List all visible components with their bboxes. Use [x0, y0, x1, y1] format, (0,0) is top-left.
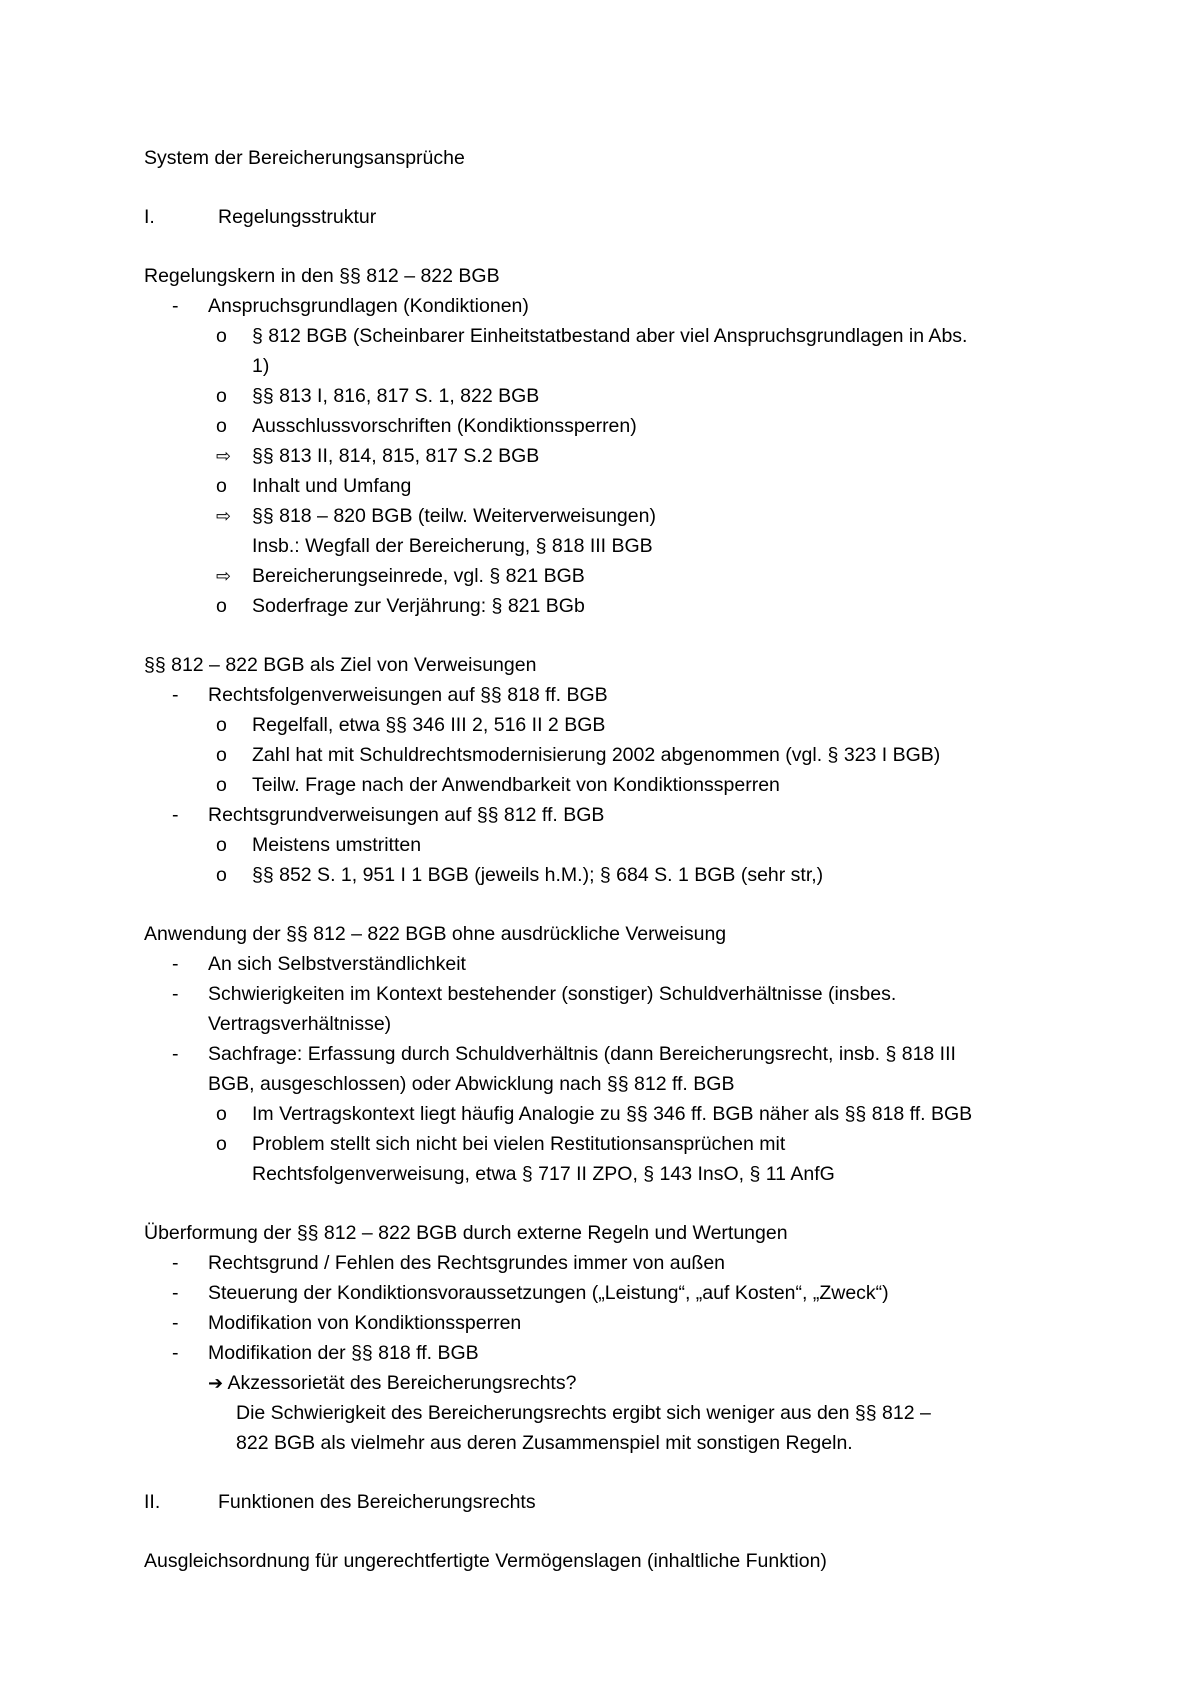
list-item: ⇨ Bereicherungseinrede, vgl. § 821 BGB: [144, 561, 1084, 591]
list-item-continuation: Vertragsverhältnisse): [208, 1013, 392, 1035]
section-heading-2: [144, 1487, 1084, 1517]
dash-bullet-icon: -: [172, 295, 179, 317]
section-title: Funktionen des Bereicherungsrechts: [218, 1491, 536, 1513]
list-item: o Teilw. Frage nach der Anwendbarkeit von Kondiktionssperren: [144, 770, 1084, 800]
list-item: o § 812 BGB (Scheinbarer Einheitstatbestand aber viel Anspruchsgrundlagen in Abs.: [144, 321, 1084, 351]
circle-bullet-icon: o: [216, 1103, 227, 1125]
section-number: I.: [144, 206, 155, 228]
circle-bullet-icon: o: [216, 744, 227, 766]
circle-bullet-icon: o: [216, 475, 227, 497]
list-item: - Rechtsgrund / Fehlen des Rechtsgrundes immer von außen: [144, 1248, 1084, 1278]
dash-bullet-icon: -: [172, 684, 179, 706]
hollow-arrow-icon: ⇨: [216, 446, 232, 466]
circle-bullet-icon: o: [216, 595, 227, 617]
solid-arrow-icon: ➔: [208, 1373, 224, 1393]
list-item: o Zahl hat mit Schuldrechtsmodernisierung 2002 abgenommen (vgl. § 323 I BGB): [144, 740, 1084, 770]
list-item: o Regelfall, etwa §§ 346 III 2, 516 II 2 BGB: [144, 710, 1084, 740]
list-item: - An sich Selbstverständlichkeit: [144, 949, 1084, 979]
circle-bullet-icon: o: [216, 1133, 227, 1155]
list-item: o §§ 813 I, 816, 817 S. 1, 822 BGB: [144, 381, 1084, 411]
circle-bullet-icon: o: [216, 774, 227, 796]
list-item: - Steuerung der Kondiktionsvoraussetzungen („Leistung“, „auf Kosten“, „Zweck“): [144, 1278, 1084, 1308]
list-item: - Anspruchsgrundlagen (Kondiktionen): [144, 291, 1084, 321]
list-item: - Rechtsfolgenverweisungen auf §§ 818 ff. BGB: [144, 680, 1084, 710]
list-item-continuation: BGB, ausgeschlossen) oder Abwicklung nach §§ 812 ff. BGB: [208, 1073, 735, 1095]
note-line: Die Schwierigkeit des Bereicherungsrechts ergibt sich weniger aus den §§ 812 –: [236, 1402, 931, 1424]
document-title: System der Bereicherungsansprüche: [144, 147, 465, 169]
list-item-continuation: Insb.: Wegfall der Bereicherung, § 818 III BGB: [252, 535, 653, 557]
dash-bullet-icon: -: [172, 804, 179, 826]
list-item: - Rechtsgrundverweisungen auf §§ 812 ff. BGB: [144, 800, 1084, 830]
list-item: o §§ 852 S. 1, 951 I 1 BGB (jeweils h.M.); § 684 S. 1 BGB (sehr str,): [144, 860, 1084, 890]
circle-bullet-icon: o: [216, 714, 227, 736]
dash-bullet-icon: -: [172, 1282, 179, 1304]
list-item: - Schwierigkeiten im Kontext bestehender (sonstiger) Schuldverhältnisse (insbes.: [144, 979, 1084, 1009]
hollow-arrow-icon: ⇨: [216, 566, 232, 586]
list-item: - Sachfrage: Erfassung durch Schuldverhältnis (dann Bereicherungsrecht, insb. § 818 III: [144, 1039, 1084, 1069]
paragraph-heading: Überformung der §§ 812 – 822 BGB durch externe Regeln und Wertungen: [144, 1222, 788, 1244]
list-item: o Problem stellt sich nicht bei vielen Restitutionsansprüchen mit: [144, 1129, 1084, 1159]
paragraph-heading: Ausgleichsordnung für ungerechtfertigte Vermögenslagen (inhaltliche Funktion): [144, 1550, 827, 1572]
paragraph-heading: Anwendung der §§ 812 – 822 BGB ohne ausdrückliche Verweisung: [144, 923, 727, 945]
arrow-line: ➔ Akzessorietät des Bereicherungsrechts?: [208, 1372, 577, 1394]
list-item: - Modifikation von Kondiktionssperren: [144, 1308, 1084, 1338]
dash-bullet-icon: -: [172, 953, 179, 975]
section-title: Regelungsstruktur: [218, 206, 377, 228]
list-item-continuation: Rechtsfolgenverweisung, etwa § 717 II ZPO, § 143 InsO, § 11 AnfG: [252, 1163, 835, 1185]
list-item-continuation: 1): [252, 355, 270, 377]
section-heading-1: [144, 202, 1084, 232]
circle-bullet-icon: o: [216, 834, 227, 856]
circle-bullet-icon: o: [216, 385, 227, 407]
dash-bullet-icon: -: [172, 1043, 179, 1065]
paragraph-heading: §§ 812 – 822 BGB als Ziel von Verweisungen: [144, 654, 537, 676]
list-item: o Im Vertragskontext liegt häufig Analogie zu §§ 346 ff. BGB näher als §§ 818 ff. BGB: [144, 1099, 1084, 1129]
document-page: [144, 143, 1084, 1576]
circle-bullet-icon: o: [216, 415, 227, 437]
list-item: o Meistens umstritten: [144, 830, 1084, 860]
list-item: o Inhalt und Umfang: [144, 471, 1084, 501]
section-number: II.: [144, 1491, 161, 1513]
circle-bullet-icon: o: [216, 864, 227, 886]
list-item: ⇨ §§ 818 – 820 BGB (teilw. Weiterverweisungen): [144, 501, 1084, 531]
list-item: o Soderfrage zur Verjährung: § 821 BGb: [144, 591, 1084, 621]
dash-bullet-icon: -: [172, 1312, 179, 1334]
list-item: o Ausschlussvorschriften (Kondiktionssperren): [144, 411, 1084, 441]
hollow-arrow-icon: ⇨: [216, 506, 232, 526]
dash-bullet-icon: -: [172, 983, 179, 1005]
note-line: 822 BGB als vielmehr aus deren Zusammenspiel mit sonstigen Regeln.: [236, 1432, 853, 1454]
circle-bullet-icon: o: [216, 325, 227, 347]
list-item: ⇨ §§ 813 II, 814, 815, 817 S.2 BGB: [144, 441, 1084, 471]
dash-bullet-icon: -: [172, 1342, 179, 1364]
dash-bullet-icon: -: [172, 1252, 179, 1274]
list-item: - Modifikation der §§ 818 ff. BGB: [144, 1338, 1084, 1368]
paragraph-heading: Regelungskern in den §§ 812 – 822 BGB: [144, 265, 500, 287]
